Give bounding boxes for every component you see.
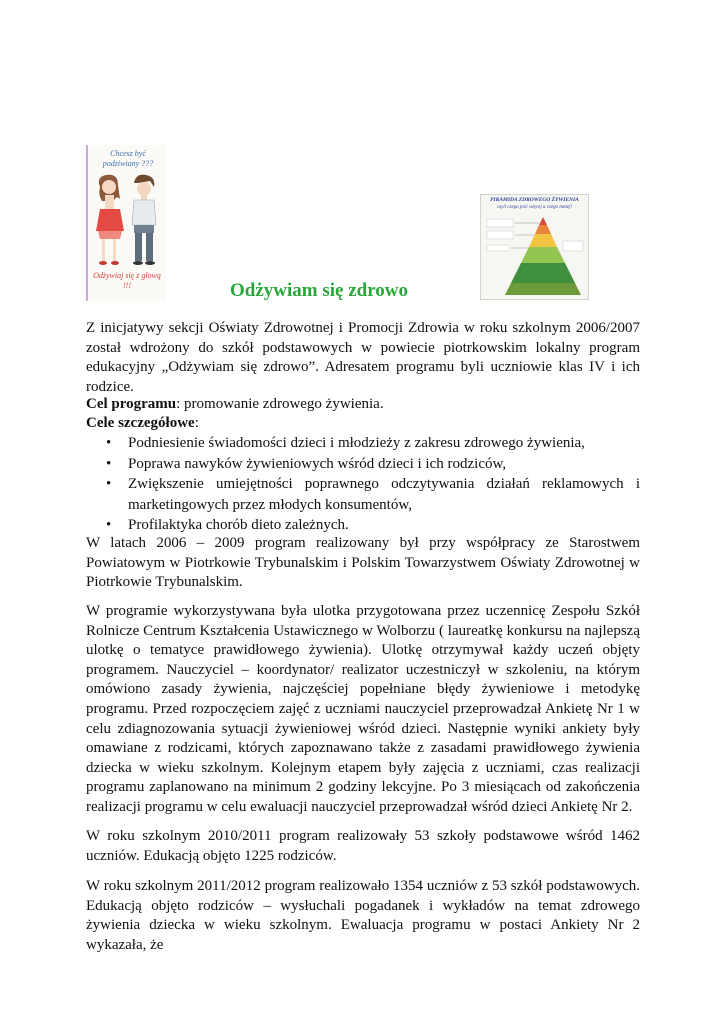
- specific-goals-colon: :: [194, 415, 199, 431]
- illustration-caption-top: Chcesz być podziwiany ???: [102, 149, 154, 168]
- list-item: • Poprawa nawyków żywieniowych wśród dzieci i ich rodziców,: [86, 454, 640, 475]
- goal-line: [86, 395, 640, 415]
- pyramid-title: PIRAMIDA ZDROWEGO ŻYWIENIA: [490, 197, 579, 203]
- food-pyramid-picture: [481, 213, 588, 299]
- page-title: Odżywiam się zdrowo: [230, 280, 409, 301]
- list-item: • Zwiększenie umiejętności poprawnego odczytywania działań reklamowych i marketingowych przez młodych konsumentów,: [106, 476, 640, 513]
- list-item: • Profilaktyka chorób dieto zależnych.: [86, 515, 640, 536]
- year-2010-paragraph: W roku szkolnym 2010/2011 program realizowały 53 szkoły podstawowe wśród 1462 uczniów. Edukacją objęto 1225 rodziców.: [86, 828, 640, 864]
- specific-goals-heading: [86, 414, 640, 434]
- bullet-icon: •: [106, 476, 112, 492]
- cartoon-kids-picture: [90, 169, 164, 269]
- cooperation-paragraph: W latach 2006 – 2009 program realizowany był przy współpracy ze Starostwem Powiatowym w Piotrkowie Trybunalskim i Polskim Towarzystwem Oświaty Zdrowotnej w Piotrkowie Trybunalskim.: [86, 535, 640, 591]
- specific-goals-list: [86, 433, 640, 536]
- specific-goals-label: Cele szczegółowe: [86, 415, 195, 431]
- goal-text: : promowanie zdrowego żywienia.: [176, 396, 384, 412]
- bullet-icon: •: [106, 455, 112, 472]
- illustration-right: [480, 194, 589, 300]
- illustration-left: [86, 145, 166, 301]
- illustration-caption-bottom: Odżywiaj się z głową !!!: [93, 271, 161, 290]
- year-2011-paragraph: W roku szkolnym 2011/2012 program realizowało 1354 uczniów z 53 szkół podstawowych. Edukacją objęto rodziców – wysłuchali pogadanek i wykładów na temat zdrowego żywienia dziecka w wieku szkolnym. Ewaluacja programu w postaci Ankiety Nr 2 wykazała, że: [86, 878, 640, 953]
- method-paragraph: W programie wykorzystywana była ulotka przygotowana przez uczennicę Zespołu Szkół Rolnicze Centrum Kształcenia Ustawicznego w Wolborzu ( laureatkę konkursu na najlepszą ulotkę o tematyce prawidłowego żywienia). Ulotkę otrzymywał każdy uczeń objęty programem. Nauczyciel – koordynator/ realizator uczestniczył w szkoleniu, na którym omówiono zasady żywienia, najczęściej popełniane błędy żywieniowe i metodykę programu. Przed rozpoczęciem zajęć z uczniami nauczyciel przeprowadzał Ankietę Nr 1 w celu zdiagnozowania sytuacji żywieniowej wśród dzieci. Następnie wyniki ankiety były omawiane z rodzicami, których zapoznawano także z zasadami prawidłowego żywienia dziecka w wieku szkolnym. Kolejnym etapem były zajęcia z uczniami, czas realizacji programu zaplanowano na minimum 2 godziny lekcyjne. Po 3 miesiącach od zakończenia realizacji programu w celu ewaluacji nauczyciel przeprowadzał wśród dzieci Ankietę Nr 2.: [86, 603, 640, 815]
- goal-label: Cel programu: [86, 396, 177, 412]
- bullet-icon: •: [106, 517, 112, 533]
- bullet-icon: •: [106, 435, 112, 451]
- list-item: • Podniesienie świadomości dzieci i młodzieży z zakresu zdrowego żywienia,: [86, 433, 640, 454]
- pyramid-subtitle: czyli czego jeść więcej a czego mniej!: [496, 205, 573, 210]
- intro-paragraph: Z inicjatywy sekcji Oświaty Zdrowotnej i Promocji Zdrowia w roku szkolnym 2006/2007 został wdrożony do szkół podstawowych w powiecie piotrkowskim lokalny program edukacyjny „Odżywiam się zdrowo”. Adresatem programu byli uczniowie klas IV i ich rodzice.: [86, 320, 640, 395]
